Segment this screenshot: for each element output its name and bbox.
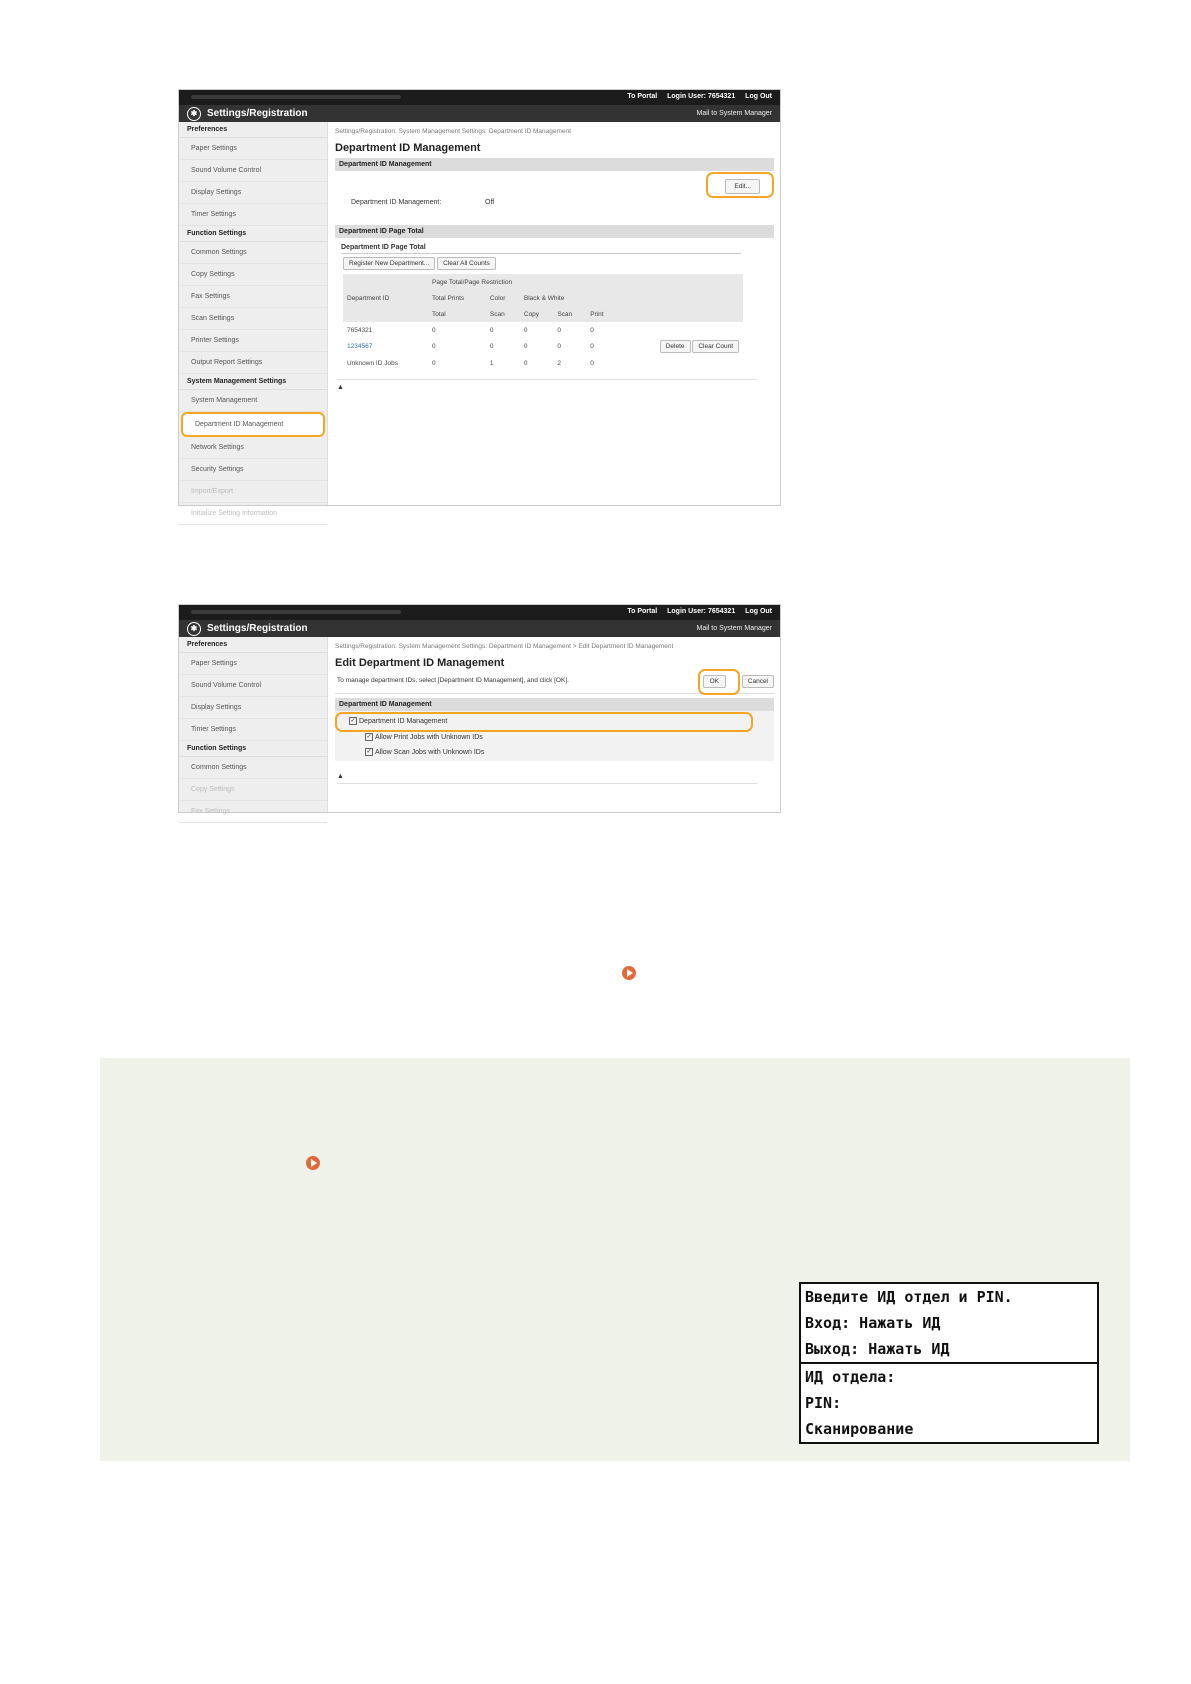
main-content (335, 122, 774, 391)
cell-copy: 0 (523, 359, 528, 367)
clear-count-button[interactable]: Clear Count (692, 340, 739, 353)
cell-dept-id: 7654321 (347, 326, 373, 334)
dept-id-management-checkbox-row[interactable] (349, 717, 447, 725)
settings-gear-icon: ✱ (187, 107, 201, 121)
cancel-button[interactable]: Cancel (742, 675, 774, 688)
cell-color-scan: 1 (489, 359, 494, 367)
lcd-line: Выход: Нажать ИД (805, 1340, 950, 1358)
sidebar-section-function: Function Settings (179, 226, 327, 242)
sidebar-section-system-management: System Management Settings (179, 374, 327, 390)
cell-dept-id-link[interactable]: 1234567 (347, 343, 373, 350)
th-bw-scan: Scan (557, 310, 573, 318)
cell-print: 0 (590, 359, 594, 367)
sidebar-item-network-settings[interactable]: Network Settings (179, 437, 327, 459)
edit-button[interactable]: Edit... (725, 179, 760, 194)
control-panel-display (799, 1282, 1099, 1444)
login-user-label: Login User: 7654321 (667, 608, 736, 615)
lcd-line: Введите ИД отдел и PIN. (805, 1288, 1013, 1306)
breadcrumb: Settings/Registration: System Management Settings: Department ID Management (335, 128, 571, 135)
back-to-top-icon[interactable]: ▲ (337, 773, 757, 784)
device-name-blurred (191, 610, 401, 614)
dept-id-mgmt-value: Off (485, 199, 495, 206)
main-content (335, 637, 774, 784)
sidebar-item-fax-settings[interactable]: Fax Settings (179, 286, 327, 308)
cell-total: 0 (432, 326, 436, 334)
sidebar-item-paper-settings[interactable]: Paper Settings (179, 138, 327, 160)
reference-arrow-icon[interactable] (306, 1156, 320, 1170)
th-color: Color (489, 294, 506, 302)
cell-color-scan: 0 (489, 326, 494, 334)
sidebar-item-department-id-management[interactable]: Department ID Management (181, 412, 325, 437)
sidebar (179, 122, 328, 517)
mail-to-system-manager-link[interactable]: Mail to System Manager (696, 625, 772, 632)
ok-button[interactable]: OK (703, 675, 726, 688)
th-color-scan: Scan (489, 310, 505, 318)
sidebar-item-common-settings[interactable]: Common Settings (179, 757, 327, 779)
allow-scan-jobs-checkbox-row[interactable] (365, 748, 484, 756)
th-black-white: Black & White (523, 294, 565, 302)
cell-scan: 0 (557, 343, 561, 350)
sidebar-item-import-export[interactable]: Import/Export (179, 481, 327, 503)
edit-highlight-ring (706, 172, 774, 198)
sidebar-section-preferences: Preferences (179, 637, 327, 653)
sidebar-item-display-settings[interactable]: Display Settings (179, 697, 327, 719)
sidebar-item-output-report[interactable]: Output Report Settings (179, 352, 327, 374)
breadcrumb: Settings/Registration: System Management Settings: Department ID Management > Edit Department ID Management (335, 643, 674, 650)
lcd-line: Вход: Нажать ИД (805, 1314, 941, 1332)
th-total: Total (432, 310, 446, 318)
cell-scan: 2 (557, 359, 561, 367)
sidebar-item-timer-settings[interactable]: Timer Settings (179, 719, 327, 741)
cell-total: 0 (432, 359, 436, 367)
page-total-subheader: Department ID Page Total (341, 244, 741, 254)
th-total-prints: Total Prints (432, 294, 465, 302)
th-copy: Copy (523, 310, 540, 318)
clear-all-counts-button[interactable]: Clear All Counts (437, 257, 496, 270)
cell-color-scan: 0 (489, 343, 494, 350)
page-title: Department ID Management (335, 142, 481, 154)
th-print: Print (590, 310, 604, 318)
screenshot-department-id-management (178, 89, 781, 517)
cell-copy: 0 (523, 326, 528, 334)
sidebar-item-common-settings[interactable]: Common Settings (179, 242, 327, 264)
checkbox-checked-icon[interactable]: ✓ (366, 749, 372, 755)
sidebar-section-preferences: Preferences (179, 122, 327, 138)
log-out-link[interactable]: Log Out (745, 93, 772, 100)
sidebar-item-security-settings[interactable]: Security Settings (179, 459, 327, 481)
sidebar-item-timer-settings[interactable]: Timer Settings (179, 204, 327, 226)
to-portal-link[interactable]: To Portal (627, 608, 658, 615)
cell-dept-id: Unknown ID Jobs (347, 359, 398, 367)
top-bar (179, 90, 780, 105)
department-table (343, 274, 743, 371)
allow-print-jobs-checkbox-row[interactable] (365, 733, 483, 741)
delete-button[interactable]: Delete (660, 340, 691, 353)
checkbox-checked-icon[interactable]: ✓ (350, 718, 356, 724)
cell-scan: 0 (557, 326, 561, 334)
checkbox-label: Department ID Management (359, 717, 448, 725)
table-row (343, 322, 743, 338)
screenshot-edit-department-id-management (178, 604, 781, 813)
app-title: Settings/Registration (207, 623, 308, 634)
sidebar-item-sound-volume[interactable]: Sound Volume Control (179, 675, 327, 697)
section-header: Department ID Management (335, 698, 774, 711)
page-title: Edit Department ID Management (335, 657, 505, 669)
to-portal-link[interactable]: To Portal (627, 93, 658, 100)
back-to-top-icon[interactable]: ▲ (337, 379, 757, 391)
instruction-text: To manage department IDs, select [Department ID Management], and click [OK]. (337, 677, 569, 684)
checkbox-checked-icon[interactable]: ✓ (366, 734, 372, 740)
lcd-line: Сканирование (805, 1420, 914, 1438)
sidebar-item-copy-settings[interactable]: Copy Settings (179, 264, 327, 286)
lcd-line: ИД отдела: (805, 1368, 896, 1386)
login-user-label: Login User: 7654321 (667, 93, 736, 100)
title-bar (179, 105, 780, 122)
dept-id-mgmt-label: Department ID Management: (351, 199, 442, 206)
device-name-blurred (191, 95, 401, 99)
th-department-id: Department ID (347, 294, 390, 302)
cell-total: 0 (432, 343, 436, 350)
settings-gear-icon: ✱ (187, 622, 201, 636)
sidebar-item-scan-settings[interactable]: Scan Settings (179, 308, 327, 330)
sidebar (179, 637, 328, 815)
cell-print: 0 (590, 326, 594, 334)
app-title: Settings/Registration (207, 108, 308, 119)
checkbox-label: Allow Print Jobs with Unknown IDs (375, 733, 483, 741)
th-page-total: Page Total/Page Restriction (432, 278, 513, 286)
cell-copy: 0 (523, 343, 528, 350)
sidebar-item-system-management[interactable]: System Management (179, 390, 327, 412)
sidebar-section-function: Function Settings (179, 741, 327, 757)
sidebar-item-display-settings[interactable]: Display Settings (179, 182, 327, 204)
ok-highlight-ring (698, 669, 740, 695)
mail-to-system-manager-link[interactable]: Mail to System Manager (696, 110, 772, 117)
sidebar-item-printer-settings[interactable]: Printer Settings (179, 330, 327, 352)
top-bar (179, 605, 780, 620)
sidebar-item-copy-settings[interactable]: Copy Settings (179, 779, 327, 801)
cell-print: 0 (590, 343, 594, 350)
table-row (343, 338, 743, 355)
lcd-line: PIN: (805, 1394, 842, 1412)
sidebar-item-sound-volume[interactable]: Sound Volume Control (179, 160, 327, 182)
title-bar (179, 620, 780, 637)
table-row (343, 355, 743, 371)
log-out-link[interactable]: Log Out (745, 608, 772, 615)
section-header-page-total: Department ID Page Total (335, 225, 774, 238)
sidebar-item-paper-settings[interactable]: Paper Settings (179, 653, 327, 675)
section-header: Department ID Management (335, 158, 774, 171)
sidebar-item-fax-settings[interactable]: Fax Settings (179, 801, 327, 823)
sidebar-item-initialize[interactable]: Initialize Setting Information (179, 503, 327, 525)
reference-arrow-icon[interactable] (622, 966, 636, 980)
checkbox-label: Allow Scan Jobs with Unknown IDs (375, 748, 485, 756)
register-new-department-button[interactable]: Register New Department... (343, 257, 435, 270)
